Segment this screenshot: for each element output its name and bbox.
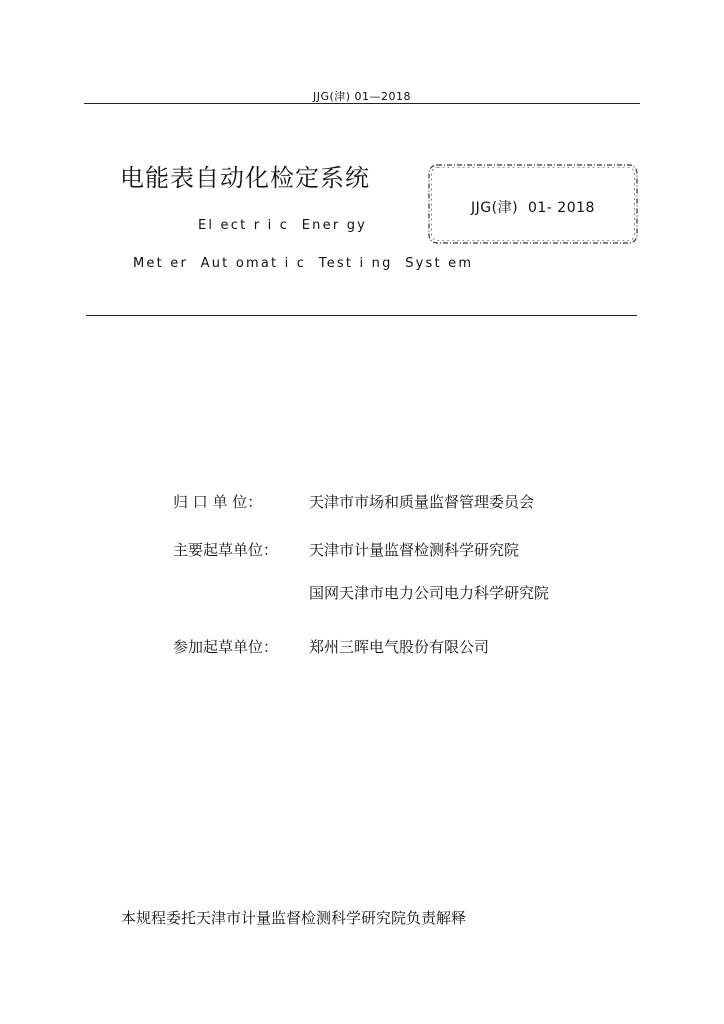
title-section-rule: [86, 315, 637, 316]
standard-code-box: [427, 163, 639, 245]
responsible-organization-value: 天津市市场和质量监督管理委员会: [309, 493, 535, 511]
participating-organization-label: 参加起草单位：: [173, 638, 279, 656]
main-drafting-organization-value-2: 国网天津市电力公司电力科学研究院: [309, 584, 550, 602]
participating-organization-value: 郑州三晖电气股份有限公司: [309, 638, 490, 656]
document-title-english-line-1: El ect r i c Ener gy: [198, 218, 368, 233]
interpretation-note: 本规程委托天津市计量监督检测科学研究院负责解释: [121, 909, 467, 927]
main-drafting-organization-value-1: 天津市计量监督检测科学研究院: [309, 541, 520, 559]
header-rule: [84, 103, 640, 104]
document-title-chinese: 电能表自动化检定系统: [120, 164, 370, 192]
document-title-english-line-2: Met er Aut omat i c Test i ng Syst em: [133, 256, 474, 271]
main-drafting-organization-label: 主要起草单位：: [173, 541, 279, 559]
standard-code: JJG(津) 01- 2018: [471, 200, 595, 216]
responsible-organization-label: 归 口 单 位：: [173, 493, 263, 511]
running-header-code: JJG(津) 01—2018: [312, 90, 412, 103]
